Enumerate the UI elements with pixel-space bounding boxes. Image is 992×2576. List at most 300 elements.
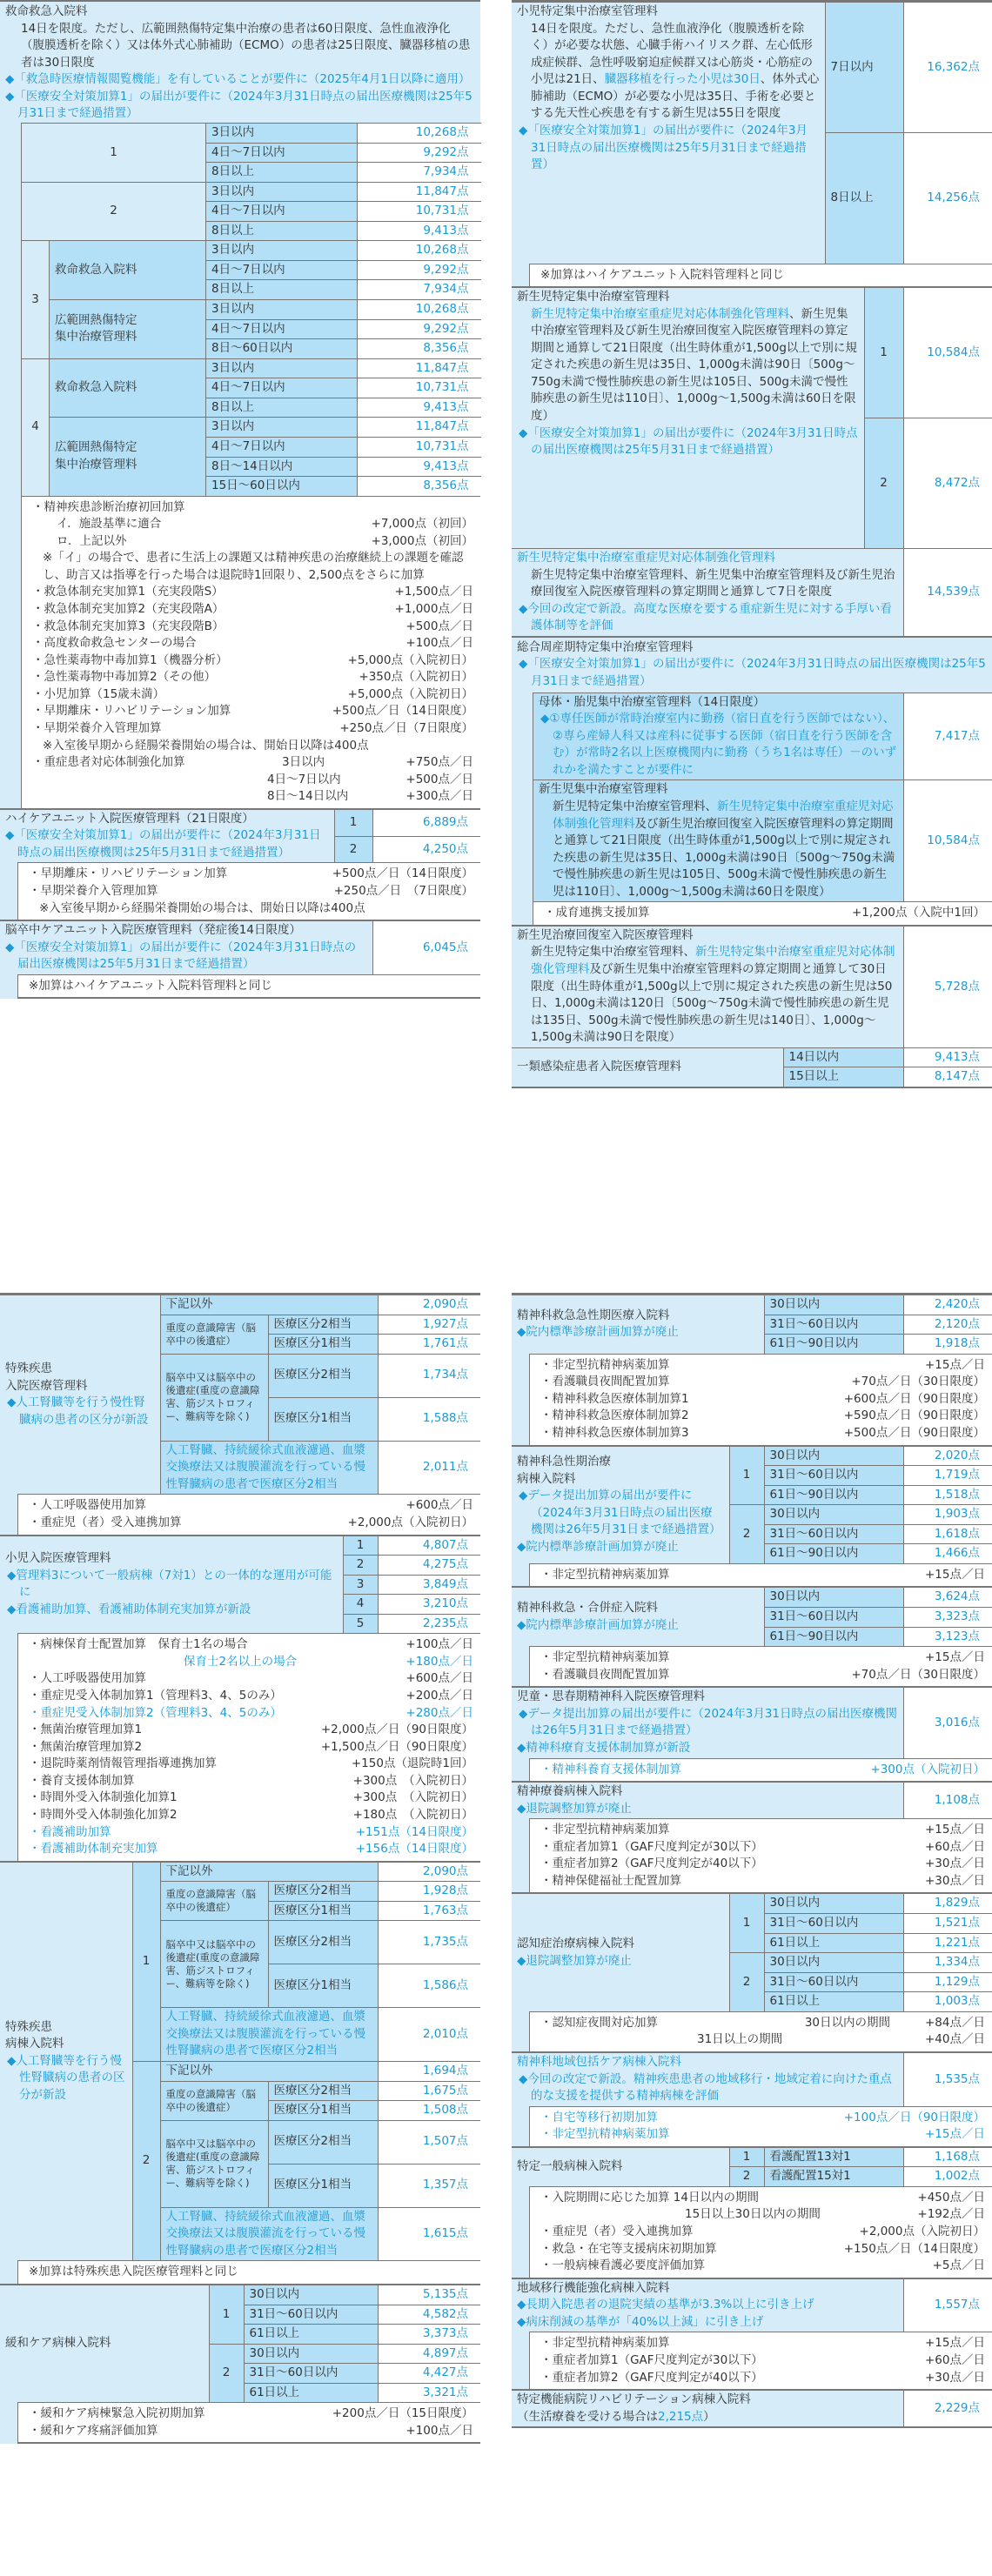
sub-text: （生活療養を受ける場合は	[517, 2409, 658, 2424]
shoni-title: 小児入院医療管理料	[5, 1551, 111, 1566]
addon-label: ・非定型抗精神病薬加算	[540, 2336, 670, 2351]
shoni-addons	[17, 1633, 480, 1860]
period-cell: 8日以上	[825, 133, 903, 264]
addon-value: +15点／日	[925, 1650, 985, 1665]
period-cell: 61日～90日以内	[764, 1335, 903, 1354]
addon-row	[29, 1688, 473, 1705]
period-cell: 14日以内	[783, 1047, 903, 1067]
points-cell: 1,508点	[378, 2101, 480, 2121]
note: ◆データ提出加算の届出が要件に（2024年3月31日時点の届出医療機関は26年5月31日まで経過措置）	[519, 1706, 898, 1738]
rehab-sub	[517, 2409, 898, 2426]
grade-cell: 1	[132, 1862, 160, 2062]
addon-value: +500点／日	[406, 772, 473, 786]
kanwa-table	[0, 2284, 480, 2402]
sub-label-cell	[50, 300, 206, 359]
kyumei-note-1: ◆「救急時医療情報閲覧機能」を有していることが要件に（2025年4月1日以降に適用）	[5, 72, 471, 87]
nicu-severe-table	[512, 548, 992, 636]
addon-row	[32, 533, 473, 551]
note: ◆今回の改定で新設。精神疾患患者の地域移行・地域定着に向けた重点的な支援を提供する精神病棟を評価	[519, 2071, 892, 2104]
points-cell: 1,927点	[378, 1315, 480, 1335]
addon-row	[540, 1856, 985, 1873]
title-cell	[512, 1782, 903, 1818]
chiiki-iko-addons	[529, 2332, 992, 2389]
kubun-cell: 医療区分2相当	[268, 1354, 378, 1397]
title-cell	[512, 1587, 764, 1646]
period-cell: 7日以内	[825, 3, 903, 133]
kyumei-addons	[21, 496, 480, 808]
period-cell: 61日以上	[764, 1933, 903, 1953]
addon-label: ・非定型抗精神病薬加算	[540, 1823, 670, 1837]
addon-value: +600点／日	[406, 1671, 473, 1686]
addon-condition: 保育士2名以上の場合	[184, 1654, 298, 1669]
addon-label: ・緩和ケア病棟緊急入院初期加算	[29, 2406, 205, 2421]
addon-note: ※「イ」の場合で、患者に生活上の課題又は精神疾患の治療継続上の課題を確認し、助言又は指導を行った場合は退院時1回限り、2,500点をさらに加算	[43, 551, 464, 582]
addon-label: ・精神科救急医療体制加算2	[540, 1408, 689, 1423]
addon-row	[29, 866, 473, 883]
addon-row	[32, 788, 473, 806]
note: ◆看護補助加算、看護補助体制充実加算が新設	[7, 1602, 251, 1616]
section-kyumei	[0, 0, 480, 999]
sub-label-line: 広範囲熱傷特定	[55, 312, 137, 327]
chiiki-care-addons	[529, 2106, 992, 2146]
addon-row	[540, 2241, 985, 2258]
addon-value: +30点／日	[925, 1857, 985, 1871]
period-cell: 61日～90日以内	[764, 1627, 903, 1646]
points-cell: 1,618点	[903, 1524, 992, 1544]
points-cell: 1,719点	[903, 1466, 992, 1486]
addon-row	[32, 652, 473, 670]
points-cell: 8,147点	[903, 1067, 992, 1087]
points-cell: 4,427点	[378, 2364, 480, 2384]
points-cell: 1,334点	[903, 1953, 992, 1973]
label-cell: 重度の意識障害（脳卒中の後遺症）	[160, 1315, 268, 1354]
points-cell: 6,889点	[372, 809, 480, 837]
addon-value: +600点／日（90日限度）	[843, 1391, 985, 1406]
addon-value: +192点／日	[917, 2207, 985, 2222]
points-cell: 1,129点	[903, 1972, 992, 1992]
period: 3日以内	[282, 755, 325, 770]
title-cell	[512, 2390, 903, 2427]
kubun-cell: 医療区分1相当	[268, 1964, 378, 2008]
tokushu-kanri-addons	[17, 1494, 480, 1534]
addon-value: +500点／日（14日限度）	[332, 866, 473, 881]
period-cell: 15日～60日以内	[206, 477, 358, 496]
desc-highlight: 臓器移植を行った小児は30日	[604, 72, 761, 87]
addon-row	[32, 584, 473, 601]
ninchi-table	[512, 1892, 992, 2011]
points-cell: 3,123点	[903, 1627, 992, 1646]
points-cell: 2,235点	[378, 1614, 480, 1633]
addon-value: +100点／日	[406, 636, 473, 651]
addon-row	[540, 1873, 985, 1890]
addon-label: ・非定型抗精神病薬加算	[540, 1357, 670, 1372]
kyumei-desc: 14日を限度。ただし、広範囲熱傷特定集中治療の患者は60日限度、急性血液浄化（腹膜透析を除く）又は体外式心肺補助（ECMO）の患者は25日限度、臓器移植の患者は30日限度	[21, 21, 471, 70]
period-cell: 31日～60日以内	[244, 2364, 378, 2384]
ninchi-addon	[529, 2011, 992, 2051]
addon-list	[32, 584, 473, 737]
addon-row	[29, 1790, 473, 1807]
addon-label: ・精神保健福祉士配置加算	[540, 1873, 681, 1888]
addon-row	[540, 1425, 985, 1442]
addon-value: +1,500点／日	[394, 585, 473, 599]
addon-label: ・看護補助加算	[29, 1824, 111, 1839]
points-cell: 1,918点	[903, 1335, 992, 1354]
title-cell	[512, 1687, 903, 1757]
addon-label: ・人工呼吸器使用加算	[29, 1671, 146, 1686]
addon-value: +300点（入院初日）	[870, 1762, 985, 1776]
addon-value: +7,000点（初回）	[371, 517, 473, 532]
period-cell: 30日以内	[764, 1953, 903, 1973]
kubun-cell: 医療区分2相当	[268, 1315, 378, 1335]
points-cell: 9,413点	[358, 457, 481, 477]
label-cell: 脳卒中又は脳卒中の後遺症(重度の意識障害、筋ジストロフィー、難病等を除く)	[160, 1921, 268, 2008]
addon-label: ・早期栄養介入管理加算	[32, 720, 162, 735]
note: ◆人工腎臓等を行う慢性腎臓病の患者の区分が新設	[7, 1395, 149, 1427]
grade-cell: 2	[334, 836, 372, 862]
addon-label: ・病棟保育士配置加算	[29, 1637, 146, 1652]
addon-label: ・救急体制充実加算2（充実段階A）	[32, 602, 225, 616]
period-cell: 8日以上	[206, 280, 358, 300]
addon-label: ・時間外受入体制強化加算1	[29, 1790, 178, 1805]
grade-cell: 1	[334, 809, 372, 837]
addon-condition: 保育士1名の場合	[158, 1637, 248, 1652]
addon-label: ・重症者加算1（GAF尺度判定が30以下）	[540, 2352, 763, 2367]
addon-row	[540, 2370, 985, 2387]
grade-cell: 2	[729, 2167, 764, 2186]
note: ◆データ提出加算の届出が要件に（2024年3月31日時点の届出医療機関は26年5月31日まで経過措置）	[519, 1489, 721, 1537]
period-cell: 30日以内	[244, 2344, 378, 2364]
addon-row	[29, 1807, 473, 1824]
note: ◆院内標準診療計画加算が廃止	[517, 1325, 679, 1340]
title-line: 精神科急性期治療	[517, 1455, 611, 1469]
label-cell: 脳卒中又は脳卒中の後遺症(重度の意識障害、筋ジストロフィー、難病等を除く)	[160, 2120, 268, 2207]
title: 緩和ケア病棟入院料	[5, 2336, 111, 2351]
period-cell: 8日～60日以内	[206, 339, 358, 359]
sub-label-line: 集中治療管理料	[55, 458, 137, 472]
jido-addon	[529, 1758, 992, 1782]
addon-label: ・早期離床・リハビリテーション加算	[29, 866, 228, 881]
title-cell	[512, 2052, 903, 2106]
grade-cell: 2	[132, 2062, 160, 2261]
addon-label: ・重症者加算2（GAF尺度判定が40以下）	[540, 2370, 763, 2385]
period-cell: 4日～7日以内	[206, 319, 358, 339]
points-cell: 10,584点	[904, 780, 992, 901]
title-cell	[512, 1295, 764, 1354]
grade-cell: 1	[209, 2285, 244, 2344]
points-cell: 8,356点	[358, 477, 481, 496]
tokushu-kanri-table	[0, 1295, 480, 1494]
addon-value: +151点（14日限度）	[355, 1824, 473, 1839]
addon-label: ・自宅等移行初期加算	[540, 2110, 658, 2124]
points-cell: 1,466点	[903, 1544, 992, 1563]
maternal-cell	[533, 693, 904, 780]
picu-addon-note: ※加算はハイケアユニット入院料管理料と同じ	[529, 264, 992, 287]
sub-text: ）	[703, 2409, 715, 2424]
points-cell: 14,539点	[903, 549, 992, 636]
points-cell: 9,292点	[358, 319, 481, 339]
addon-row	[540, 1839, 985, 1857]
label-cell: 下記以外	[160, 1862, 378, 1882]
title-cell	[0, 2285, 209, 2402]
points-cell: 2,010点	[378, 2008, 480, 2062]
points-cell: 9,413点	[903, 1047, 992, 1067]
addon-row	[540, 2224, 985, 2241]
section-right-bottom	[512, 1293, 992, 2428]
addon-row	[540, 1357, 985, 1375]
period-cell: 3日以内	[206, 182, 358, 202]
period-cell: 61日～90日以内	[764, 1544, 903, 1563]
addon-label: ・入院期間に応じた加算	[540, 2190, 670, 2205]
points-cell: 1,903点	[903, 1505, 992, 1525]
desc-highlight: 新生児特定集中治療室重症児対応体制強化管理料	[531, 945, 895, 976]
addon-value: +30点／日	[925, 1873, 985, 1888]
kubun-cell: 医療区分2相当	[268, 1882, 378, 1902]
points-cell: 7,417点	[904, 693, 992, 780]
note: ◆病床削減の基準が「40%以上減」に引き上げ	[517, 2314, 764, 2329]
hcu-table	[0, 808, 480, 863]
points-cell: 16,362点	[903, 3, 992, 133]
addon-row	[29, 1824, 473, 1842]
points-cell: 4,275点	[378, 1556, 480, 1576]
points-cell: 7,934点	[358, 280, 481, 300]
addon-label: ・看護職員夜間配置加算	[540, 1375, 670, 1389]
addon-value: +200点／日（15日限度）	[332, 2406, 473, 2421]
addon-value: +2,000点／日（90日限度）	[320, 1723, 473, 1737]
points-cell: 4,582点	[378, 2305, 480, 2325]
scu-table	[0, 920, 480, 974]
period-cell: 31日～60日以内	[764, 1914, 903, 1934]
addon-values	[805, 2015, 985, 2032]
addon-row	[29, 1841, 473, 1858]
points-cell: 6,045点	[372, 920, 480, 974]
neonatal-title: 新生児集中治療室管理料	[539, 782, 668, 797]
gcu-desc	[517, 944, 898, 1046]
title-cell	[512, 1446, 729, 1563]
addon-label: ・救急体制充実加算3（充実段階B）	[32, 619, 225, 633]
desc-highlight: 新生児特定集中治療室重症児対応体制強化管理料	[553, 799, 894, 831]
addon-value: +15点／日	[925, 1357, 985, 1372]
kubun-cell: 医療区分1相当	[268, 1397, 378, 1441]
addon-value: +180点 （入院初日）	[352, 1807, 473, 1822]
title: 地域移行機能強化病棟入院料	[517, 2280, 670, 2295]
addon-label: ・成育連携支援加算	[544, 906, 650, 920]
addon-row	[29, 1722, 473, 1739]
kyumei-title: 救命救急入院料	[5, 4, 88, 18]
addon-value: +100点／日	[406, 2423, 473, 2438]
addon-value: +300点 （入院初日）	[352, 1773, 473, 1788]
seishin-kyukyu-table	[512, 1295, 992, 1354]
nicu-note: ◆「医療安全対策加算1」の届出が要件に（2024年3月31日時点の届出医療機関は25年5月31日まで経過措置）	[519, 425, 858, 458]
addon-value: +30点／日	[925, 2370, 985, 2385]
points-cell: 10,268点	[358, 300, 481, 320]
addon-row	[540, 2258, 985, 2275]
grade-cell: 4	[22, 358, 50, 495]
addon-row	[29, 883, 473, 900]
grade-cell: 3	[343, 1575, 378, 1595]
note: ◆院内標準診療計画加算が廃止	[517, 1539, 679, 1554]
points-cell: 10,731点	[358, 378, 481, 398]
points-cell: 1,615点	[378, 2207, 480, 2260]
grade-cell: 3	[22, 241, 50, 358]
period-cell: 8日以上	[206, 163, 358, 183]
picu-title-cell	[512, 3, 825, 264]
points-cell: 1,694点	[378, 2062, 480, 2082]
points-cell: 1,763点	[378, 1901, 480, 1921]
points-cell: 10,584点	[903, 287, 992, 418]
addon-row	[29, 1636, 473, 1654]
title-cell: 特定一般病棟入院料	[512, 2147, 729, 2186]
grade-cell: 2	[729, 1953, 764, 2011]
addon-row	[540, 2206, 985, 2224]
addon-value: +500点／日	[406, 619, 473, 633]
addon-value: +70点／日（30日限度）	[851, 1375, 985, 1389]
picu-title: 小児特定集中治療室管理料	[517, 4, 658, 18]
points-cell: 3,321点	[378, 2383, 480, 2402]
neonatal-desc	[539, 799, 898, 900]
points-cell: 11,847点	[358, 358, 481, 378]
chiiki-care-table	[512, 2051, 992, 2106]
points-cell: 1,588点	[378, 1397, 480, 1441]
sub-label-cell: 救命救急入院料	[50, 358, 206, 418]
sub-label-cell: 救命救急入院料	[50, 241, 206, 300]
kikan-label-group	[540, 2190, 759, 2207]
points-cell: 1,521点	[903, 1914, 992, 1934]
infect-title: 一類感染症患者入院医療管理料	[512, 1047, 783, 1087]
points-cell: 10,731点	[358, 202, 481, 222]
period: 15日以上30日以内の期間	[685, 2207, 821, 2222]
period-cell: 61日以上	[764, 1992, 903, 2011]
desc-text: 及び新生児治療回復室入院医療管理料の算定期間と通算して21日限度（出生時体重が1,500g以上で別に規定された疾患の新生児は35日、1,000g未満は90日〔500g～750g未満で慢性肺疾患の新生児は105日、500g未満で慢性肺疾患の新生児は110日〕、1,000g～1,500g未満は60日を限度）	[553, 816, 895, 899]
addon-value: +150点／日（14日限度）	[843, 2241, 985, 2256]
title-cell	[512, 2278, 903, 2332]
points-cell: 8,356点	[358, 339, 481, 359]
hoiku-label-group	[29, 1636, 248, 1654]
addon-row	[32, 669, 473, 686]
gcu-table	[512, 925, 992, 1047]
addon-label: ・非定型抗精神病薬加算	[540, 1650, 670, 1665]
grade-cell: 4	[343, 1595, 378, 1615]
addon-row	[540, 1822, 985, 1839]
jido-table	[512, 1686, 992, 1757]
period-cell: 30日以内	[764, 1587, 903, 1607]
period-cell: 3日以内	[206, 358, 358, 378]
maternal-title: 母体・胎児集中治療室管理料（14日限度）	[539, 694, 766, 709]
title-line: 病棟入院料	[5, 2037, 64, 2051]
note: ◆管理料3について一般病棟（7対1）との一体的な運用が可能に	[7, 1568, 332, 1600]
scu-addon-note: ※加算はハイケアユニット入院料管理料と同じ	[17, 974, 480, 1000]
period-cell: 31日～60日以内	[764, 1315, 903, 1335]
points-cell: 5,728点	[903, 926, 992, 1047]
addon-label: ・精神科養育支援体制加算	[540, 1762, 681, 1776]
period-cell: 31日～60日以内	[764, 1972, 903, 1992]
addon-label: ・重症児（者）受入連携加算	[29, 1515, 182, 1529]
addon-row	[540, 2031, 985, 2049]
addon-value: +100点／日	[406, 1637, 473, 1652]
gcu-title: 新生児治療回復室入院医療管理料	[517, 927, 694, 942]
mficu-header	[512, 636, 992, 693]
grade-cell: 2	[729, 1505, 764, 1563]
nicu-title-cell	[512, 287, 864, 548]
addon-row	[29, 1654, 473, 1671]
nicu-title: 新生児特定集中治療室管理料	[517, 290, 670, 304]
points-cell: 9,292点	[358, 143, 481, 163]
grade-cell: 1	[729, 1446, 764, 1505]
grade-cell: 1	[22, 123, 206, 182]
addon-label: ・高度救命救急センターの場合	[32, 636, 197, 651]
hcu-title-cell	[0, 809, 334, 863]
title: 精神科救急・合併症入院料	[517, 1601, 658, 1616]
period-cell: 30日以内	[244, 2285, 378, 2305]
jusho-row	[32, 754, 473, 772]
period-cell: 4日～7日以内	[206, 437, 358, 457]
addon-value: +590点／日（90日限度）	[843, 1408, 985, 1423]
title-line: 病棟入院料	[517, 1471, 576, 1486]
kubun-cell: 医療区分1相当	[268, 1335, 378, 1355]
kubun-cell: 医療区分1相当	[268, 2164, 378, 2207]
addon-value: +40点／日	[925, 2032, 985, 2047]
period-cell: 8日以上	[206, 398, 358, 418]
addon-row	[540, 1374, 985, 1391]
points-cell: 1,734点	[378, 1354, 480, 1397]
addon-label: ・重症者加算2（GAF尺度判定が40以下）	[540, 1857, 763, 1871]
nicu-table	[512, 286, 992, 548]
addon-value: +156点（14日限度）	[355, 1842, 473, 1857]
points-cell: 1,586点	[378, 1964, 480, 2008]
ryoyo-table	[512, 1781, 992, 1818]
note: ◆人工腎臓等を行う慢性腎臓病の患者の区分が新設	[7, 2053, 125, 2102]
label-cell: 看護配置13対1	[764, 2147, 903, 2167]
grade-cell: 2	[22, 182, 206, 241]
addon-row	[29, 1739, 473, 1756]
addon-label: ・非定型抗精神病薬加算	[540, 2127, 670, 2142]
grade-cell: 1	[343, 1536, 378, 1556]
period-cell: 4日～7日以内	[206, 202, 358, 222]
nicu-severe-title: 新生児特定集中治療室重症児対応体制強化管理料	[517, 551, 775, 565]
points-cell: 11,847点	[358, 182, 481, 202]
points-cell: 3,849点	[378, 1575, 480, 1595]
addon-value: +350点（入院初日）	[359, 670, 473, 685]
addon-row	[29, 1497, 473, 1515]
eiyo-note: ※入室後早期から経腸栄養開始の場合は、開始日以降は400点	[39, 900, 365, 915]
desc-highlight: 新生児特定集中治療室重症児対応体制強化管理料	[531, 306, 789, 321]
period-cell: 8日以上	[206, 221, 358, 241]
tokushu-kanri-title-cell	[0, 1295, 160, 1495]
addon-label: ・急性薬毒物中毒加算2（その他）	[32, 670, 217, 685]
kubun-cell: 医療区分1相当	[268, 2101, 378, 2121]
addon-row	[29, 1756, 473, 1773]
addon-label: ・精神疾患診断治療初回加算	[32, 499, 185, 514]
addon-row	[32, 601, 473, 619]
points-cell: 1,761点	[378, 1335, 480, 1355]
kubun-cell: 医療区分1相当	[268, 1901, 378, 1921]
infect-table	[512, 1047, 992, 1088]
period: 31日以上の期間	[697, 2032, 783, 2047]
title-line: 特殊疾患	[5, 1362, 52, 1376]
addon-label: ・人工呼吸器使用加算	[29, 1498, 146, 1513]
period-cell: 3日以内	[206, 123, 358, 143]
note: ◆長期入院患者の退院実績の基準が3.3%以上に引き上げ	[517, 2298, 814, 2312]
grade-cell: 2	[343, 1556, 378, 1576]
addon-value: +600点／日	[406, 1498, 473, 1513]
addon-value: +200点／日	[406, 1689, 473, 1703]
addon-value: +1,500点／日（90日限度）	[320, 1739, 473, 1754]
scu-note: ◆「医療安全対策加算1」の届出が要件に（2024年3月31日時点の届出医療機関は25年5月31日まで経過措置）	[5, 940, 357, 972]
title: 児童・思春期精神科入院医療管理料	[517, 1689, 705, 1704]
kyumei-note-2: ◆「医療安全対策加算1」の届出が要件に（2024年3月31日時点の届出医療機関は25年5月31日まで経過措置）	[5, 89, 473, 121]
label-cell: 人工腎臓、持続緩徐式血液濾過、血漿交換療法又は腹膜灌流を行っている慢性腎臓病の患者で医療区分2相当	[160, 2207, 378, 2260]
points-cell: 1,557点	[903, 2278, 992, 2332]
seishin-kyusei-table	[512, 1445, 992, 1563]
